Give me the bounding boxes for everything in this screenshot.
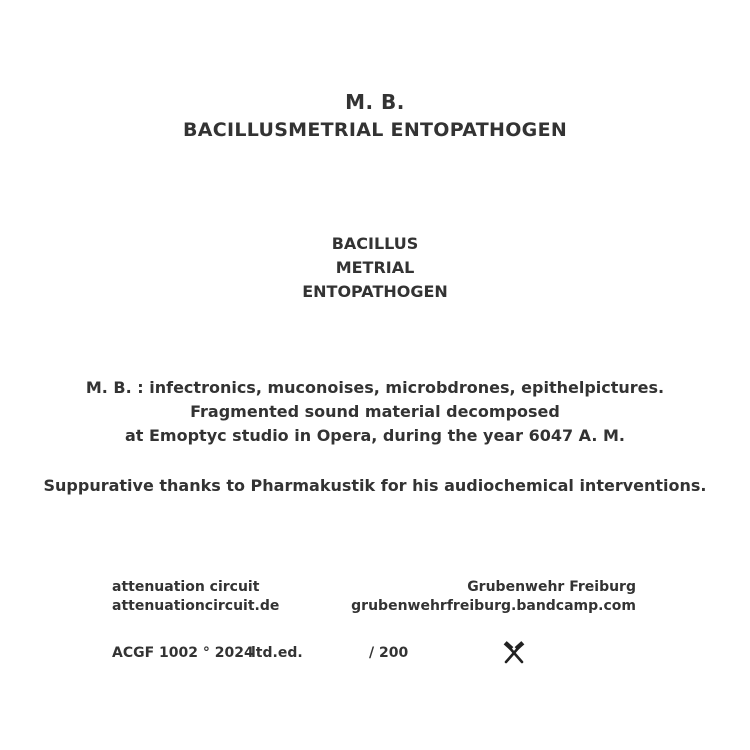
thanks-line: Suppurative thanks to Pharmakustik for his audiochemical interventions. xyxy=(43,476,707,495)
track-title: ENTOPATHOGEN xyxy=(302,282,448,301)
label-right-url[interactable]: grubenwehrfreiburg.bandcamp.com xyxy=(351,598,636,614)
edition-count: / 200 xyxy=(369,645,409,661)
credits-block xyxy=(0,376,750,448)
track-title: METRIAL xyxy=(335,258,415,277)
catalog-number: ACGF 1002 ° 2024 xyxy=(112,645,254,661)
tracklist xyxy=(0,232,750,304)
crossed-hammers-icon xyxy=(502,641,526,665)
track-title: BACILLUS xyxy=(331,234,419,253)
credit-line: at Emoptyc studio in Opera, during the year 6047 A. M. xyxy=(124,426,625,445)
label-left-url[interactable]: attenuationcircuit.de xyxy=(112,598,280,614)
artist-name: M. B. xyxy=(345,90,405,114)
album-title: BACILLUSMETRIAL ENTOPATHOGEN xyxy=(182,119,568,141)
edition-label: ltd.ed. xyxy=(251,645,303,661)
label-right-name: Grubenwehr Freiburg xyxy=(467,579,636,595)
credit-line: M. B. : infectronics, muconoises, microbdrones, epithelpictures. xyxy=(85,378,665,397)
credit-line: Fragmented sound material decomposed xyxy=(190,402,560,421)
label-left-name: attenuation circuit xyxy=(112,579,260,595)
